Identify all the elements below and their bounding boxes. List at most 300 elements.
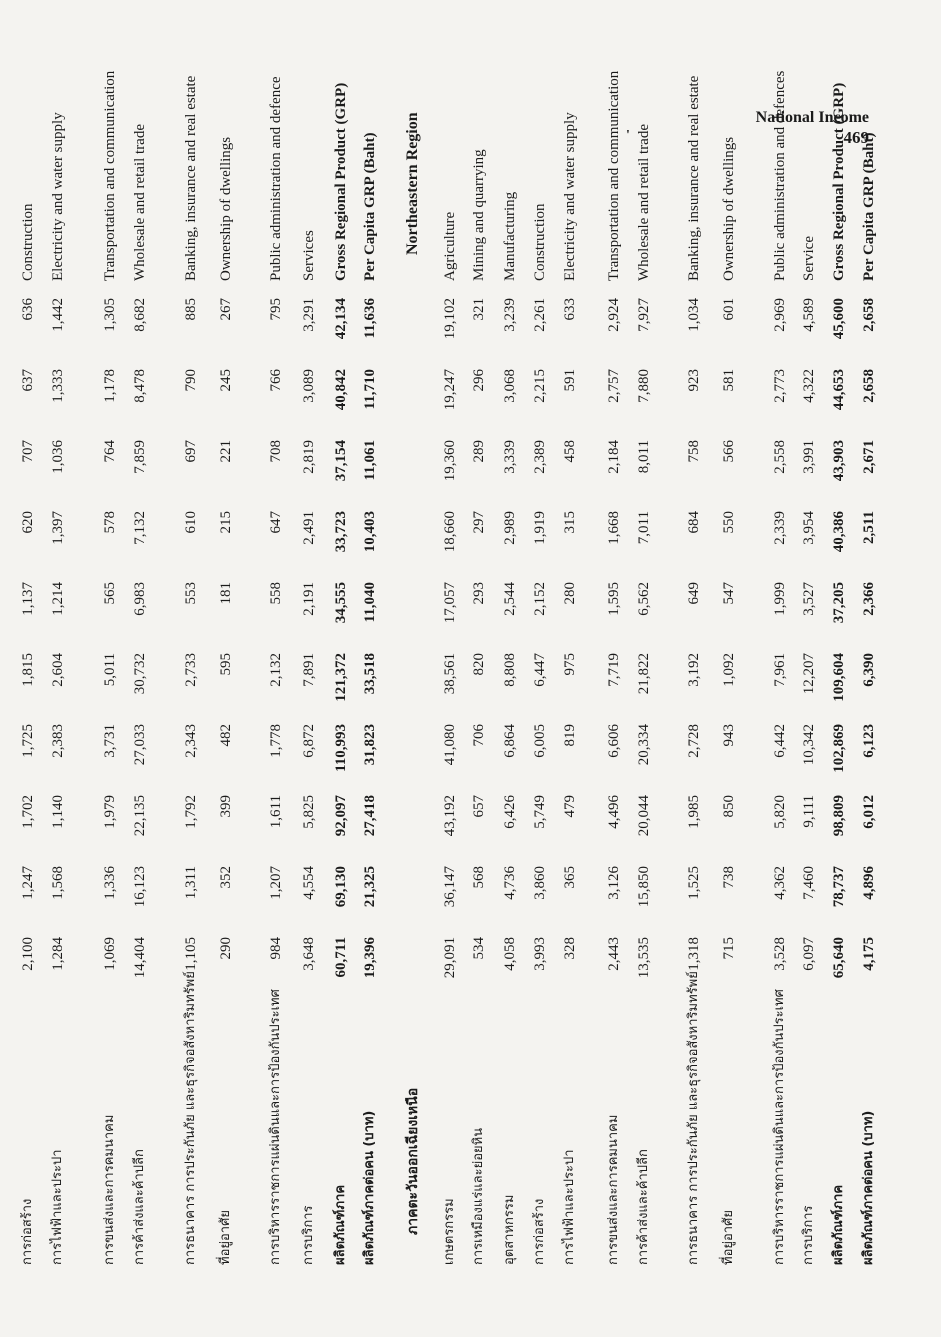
table-cell: 565 [102, 582, 118, 605]
table-cell: 2,184 [606, 440, 622, 474]
row-label-thai: การก่อสร้าง [532, 1198, 547, 1265]
table-cell: 290 [218, 937, 234, 960]
table-cell: 620 [20, 511, 36, 534]
table-row [601, 65, 627, 1265]
table-cell: 3,731 [102, 724, 118, 758]
table-cell: 3,291 [301, 298, 317, 332]
table-cell: 1,207 [268, 866, 284, 900]
table-cell: 41,080 [442, 724, 458, 766]
table-cell: 109,604 [831, 653, 847, 702]
table-row [767, 65, 793, 1265]
table-cell: 37,154 [333, 440, 349, 482]
table-cell: 321 [471, 298, 487, 321]
table-cell: 121,372 [333, 653, 349, 702]
table-cell: 458 [562, 440, 578, 463]
row-label-thai: การไฟฟ้าและประปา [562, 1149, 577, 1265]
row-label-english: Construction [20, 203, 36, 281]
table-cell: 975 [562, 653, 578, 676]
table-cell: 315 [562, 511, 578, 534]
table-cell: 553 [183, 582, 199, 605]
table-cell: 1,305 [102, 298, 118, 332]
row-label-english: Agriculture [442, 211, 458, 281]
table-cell: 1,105 [183, 937, 199, 971]
table-cell: 7,132 [132, 511, 148, 545]
row-label-thai: ผลิตภัณฑ์ภาคต่อคน (บาท) [362, 1110, 377, 1265]
table-row [263, 65, 289, 1265]
table-cell: 2,658 [861, 298, 877, 332]
row-label-thai: ที่อยู่อาศัย [721, 1210, 736, 1265]
table-cell: 550 [721, 511, 737, 534]
table-cell: 8,808 [502, 653, 518, 687]
table-cell: 78,737 [831, 866, 847, 908]
table-cell: 4,322 [801, 369, 817, 403]
row-label-english: Banking, insurance and real estate [686, 75, 702, 281]
table-cell: 1,778 [268, 724, 284, 758]
table-cell: 11,710 [362, 369, 378, 410]
table-cell: 3,068 [502, 369, 518, 403]
table-cell: 15,850 [636, 866, 652, 908]
table-cell: 11,636 [362, 298, 378, 339]
table-row [826, 65, 852, 1265]
table-cell: 1,999 [772, 582, 788, 616]
table-cell: 34,555 [333, 582, 349, 624]
table-cell: 1,725 [20, 724, 36, 758]
table-cell: 2,924 [606, 298, 622, 332]
table-cell: 21,325 [362, 866, 378, 908]
table-cell: 2,215 [532, 369, 548, 403]
table-cell: 3,126 [606, 866, 622, 900]
table-cell: 6,447 [532, 653, 548, 687]
table-cell: 647 [268, 511, 284, 534]
table-cell: 2,339 [772, 511, 788, 545]
row-label-english: Public administration and defence [268, 76, 284, 281]
table-cell: 7,011 [636, 511, 652, 545]
table-cell: 399 [218, 795, 234, 818]
section-heading-english: Northeastern Region [404, 112, 421, 255]
table-row [796, 65, 822, 1265]
table-cell: 1,178 [102, 369, 118, 403]
table-row [15, 65, 41, 1265]
table-cell: 37,205 [831, 582, 847, 624]
table-cell: 4,362 [772, 866, 788, 900]
table-cell: 6,390 [861, 653, 877, 687]
table-cell: 10,403 [362, 511, 378, 553]
table-cell: 715 [721, 937, 737, 960]
table-cell: 1,311 [183, 866, 199, 900]
table-row [296, 65, 322, 1265]
table-cell: 1,442 [50, 298, 66, 332]
table-cell: 30,732 [132, 653, 148, 695]
table-cell: 21,822 [636, 653, 652, 695]
table-cell: 697 [183, 440, 199, 463]
table-cell: 850 [721, 795, 737, 818]
rotated-statistics-table [20, 65, 877, 1265]
table-cell: 102,869 [831, 724, 847, 773]
row-label-thai: การธนาคาร การประกันภัย และธุรกิจอสังหาริมทรัพย์ [686, 971, 701, 1265]
table-cell: 221 [218, 440, 234, 463]
table-cell: 2,132 [268, 653, 284, 687]
table-cell: 633 [562, 298, 578, 321]
table-cell: 8,011 [636, 440, 652, 474]
table-cell: 2,491 [301, 511, 317, 545]
table-cell: 6,442 [772, 724, 788, 758]
row-label-thai: การธนาคาร การประกันภัย และธุรกิจอสังหาริมทรัพย์ [183, 971, 198, 1265]
table-cell: 3,993 [532, 937, 548, 971]
table-row [357, 65, 383, 1265]
table-cell: 8,682 [132, 298, 148, 332]
table-cell: 1,247 [20, 866, 36, 900]
table-cell: 2,261 [532, 298, 548, 332]
table-row [437, 65, 463, 1265]
table-cell: 2,152 [532, 582, 548, 616]
row-label-thai: การก่อสร้าง [20, 1198, 35, 1265]
table-row [466, 65, 492, 1265]
table-cell: 33,723 [333, 511, 349, 553]
table-cell: 2,773 [772, 369, 788, 403]
table-cell: 3,527 [801, 582, 817, 616]
row-label-english: Banking, insurance and real estate [183, 75, 199, 281]
table-cell: 2,558 [772, 440, 788, 474]
table-cell: 11,061 [362, 440, 378, 481]
table-cell: 5,825 [301, 795, 317, 829]
table-cell: 1,137 [20, 582, 36, 616]
running-title: National Income [755, 109, 869, 126]
table-cell: 3,991 [801, 440, 817, 474]
table-cell: 289 [471, 440, 487, 463]
row-label-thai: ผลิตภัณฑ์ภาคต่อคน (บาท) [861, 1110, 876, 1265]
table-cell: 649 [686, 582, 702, 605]
table-cell: 2,383 [50, 724, 66, 758]
table-cell: 706 [471, 724, 487, 747]
table-cell: 3,192 [686, 653, 702, 687]
table-cell: 3,860 [532, 866, 548, 900]
table-cell: 42,134 [333, 298, 349, 340]
table-row [716, 65, 742, 1265]
table-cell: 365 [562, 866, 578, 889]
table-cell: 5,820 [772, 795, 788, 829]
table-cell: 1,397 [50, 511, 66, 545]
table-cell: 16,123 [132, 866, 148, 908]
table-cell: 795 [268, 298, 284, 321]
row-label-thai: การไฟฟ้าและประปา [50, 1149, 65, 1265]
table-cell: 1,595 [606, 582, 622, 616]
table-cell: 44,653 [831, 369, 847, 411]
table-cell: 2,757 [606, 369, 622, 403]
row-label-english: Electricity and water supply [50, 112, 66, 281]
page-number: 469 [843, 128, 869, 147]
table-cell: 293 [471, 582, 487, 605]
table-row [557, 65, 583, 1265]
table-cell: 943 [721, 724, 737, 747]
table-cell: 12,207 [801, 653, 817, 695]
table-cell: 19,247 [442, 369, 458, 411]
section-heading-thai: ภาคตะวันออกเฉียงเหนือ [405, 1087, 421, 1235]
table-cell: 820 [471, 653, 487, 676]
table-cell: 7,891 [301, 653, 317, 687]
table-cell: 6,097 [801, 937, 817, 971]
table-cell: 92,097 [333, 795, 349, 837]
table-cell: 22,135 [132, 795, 148, 837]
row-label-thai: อุตสาหกรรม [502, 1194, 517, 1265]
table-cell: 534 [471, 937, 487, 960]
table-cell: 581 [721, 369, 737, 392]
table-cell: 2,969 [772, 298, 788, 332]
table-cell: 7,927 [636, 298, 652, 332]
table-cell: 11,040 [362, 582, 378, 623]
row-label-english: Gross Regional Product (GRP) [831, 82, 847, 281]
table-cell: 482 [218, 724, 234, 747]
table-cell: 40,386 [831, 511, 847, 553]
table-cell: 610 [183, 511, 199, 534]
row-label-english: Transportation and communication [606, 70, 622, 281]
table-cell: 29,091 [442, 937, 458, 979]
table-row [97, 65, 123, 1265]
row-label-english: Construction [532, 203, 548, 281]
table-cell: 6,426 [502, 795, 518, 829]
row-label-english: Ownership of dwellings [721, 136, 737, 281]
table-cell: 591 [562, 369, 578, 392]
table-cell: 2,989 [502, 511, 518, 545]
row-label-thai: ผลิตภัณฑ์ภาค [333, 1184, 348, 1265]
table-cell: 17,057 [442, 582, 458, 624]
row-label-english: Mining and quarrying [471, 149, 487, 281]
table-cell: 657 [471, 795, 487, 818]
table-cell: 19,396 [362, 937, 378, 979]
table-cell: 4,589 [801, 298, 817, 332]
table-row [328, 65, 354, 1265]
row-label-english: Wholesale and retail trade [636, 123, 652, 281]
row-label-english: Gross Regional Product (GRP) [333, 82, 349, 281]
table-cell: 790 [183, 369, 199, 392]
table-cell: 245 [218, 369, 234, 392]
table-cell: 280 [562, 582, 578, 605]
table-cell: 20,044 [636, 795, 652, 837]
table-cell: 43,903 [831, 440, 847, 482]
table-cell: 6,562 [636, 582, 652, 616]
table-cell: 2,191 [301, 582, 317, 616]
table-cell: 2,604 [50, 653, 66, 687]
table-cell: 69,130 [333, 866, 349, 908]
table-cell: 352 [218, 866, 234, 889]
table-cell: 1,979 [102, 795, 118, 829]
row-label-thai: การบริหารราชการแผ่นดินและการป้องกันประเทศ [268, 989, 283, 1265]
row-label-thai: การขนส่งและการคมนาคม [606, 1114, 621, 1265]
table-cell: 1,611 [268, 795, 284, 829]
table-cell: 7,460 [801, 866, 817, 900]
row-label-english: Service [801, 236, 817, 281]
table-cell: 5,749 [532, 795, 548, 829]
table-cell: 595 [218, 653, 234, 676]
table-row [497, 65, 523, 1265]
row-label-thai: การบริการ [801, 1205, 816, 1265]
table-cell: 8,478 [132, 369, 148, 403]
table-cell: 2,511 [861, 511, 877, 544]
row-label-english: Per Capita GRP (Baht) [861, 132, 877, 281]
table-row [213, 65, 239, 1265]
table-cell: 296 [471, 369, 487, 392]
table-cell: 1,034 [686, 298, 702, 332]
table-cell: 1,318 [686, 937, 702, 971]
table-cell: 885 [183, 298, 199, 321]
row-label-english: Electricity and water supply [562, 112, 578, 281]
table-cell: 60,711 [333, 937, 349, 978]
table-cell: 3,239 [502, 298, 518, 332]
table-cell: 2,733 [183, 653, 199, 687]
table-cell: 1,985 [686, 795, 702, 829]
table-cell: 9,111 [801, 795, 817, 828]
table-cell: 2,443 [606, 937, 622, 971]
table-cell: 684 [686, 511, 702, 534]
table-cell: 297 [471, 511, 487, 534]
table-cell: 637 [20, 369, 36, 392]
table-cell: 2,658 [861, 369, 877, 403]
table-cell: 3,954 [801, 511, 817, 545]
table-cell: 1,036 [50, 440, 66, 474]
table-cell: 215 [218, 511, 234, 534]
table-cell: 1,140 [50, 795, 66, 829]
table-cell: 19,360 [442, 440, 458, 482]
table-row [178, 65, 204, 1265]
table-cell: 479 [562, 795, 578, 818]
table-cell: 18,660 [442, 511, 458, 553]
table-cell: 33,518 [362, 653, 378, 695]
table-cell: 1,919 [532, 511, 548, 545]
table-cell: 1,525 [686, 866, 702, 900]
table-cell: 1,792 [183, 795, 199, 829]
table-cell: 38,561 [442, 653, 458, 695]
table-cell: 1,333 [50, 369, 66, 403]
table-cell: 7,859 [132, 440, 148, 474]
table-cell: 1,702 [20, 795, 36, 829]
table-cell: 2,100 [20, 937, 36, 971]
table-cell: 36,147 [442, 866, 458, 908]
row-label-thai: การบริหารราชการแผ่นดินและการป้องกันประเทศ [772, 989, 787, 1265]
row-label-thai: การค้าส่งและค้าปลีก [636, 1149, 651, 1265]
table-cell: 2,343 [183, 724, 199, 758]
table-cell: 2,366 [861, 582, 877, 616]
table-cell: 3,648 [301, 937, 317, 971]
table-cell: 267 [218, 298, 234, 321]
table-cell: 6,983 [132, 582, 148, 616]
stray-mark: ' [626, 128, 630, 143]
row-label-english: Public administration and defences [772, 70, 788, 281]
table-cell: 758 [686, 440, 702, 463]
table-cell: 764 [102, 440, 118, 463]
row-label-english: Services [301, 230, 317, 281]
table-cell: 1,668 [606, 511, 622, 545]
table-cell: 27,418 [362, 795, 378, 837]
table-row [45, 65, 71, 1265]
table-cell: 2,389 [532, 440, 548, 474]
table-cell: 31,823 [362, 724, 378, 766]
table-cell: 4,496 [606, 795, 622, 829]
table-cell: 984 [268, 937, 284, 960]
table-cell: 4,058 [502, 937, 518, 971]
table-cell: 181 [218, 582, 234, 605]
table-cell: 98,809 [831, 795, 847, 837]
table-cell: 6,005 [532, 724, 548, 758]
table-cell: 3,089 [301, 369, 317, 403]
table-cell: 547 [721, 582, 737, 605]
row-label-english: Per Capita GRP (Baht) [362, 132, 378, 281]
table-cell: 2,671 [861, 440, 877, 474]
row-label-english: Ownership of dwellings [218, 136, 234, 281]
table-cell: 110,993 [333, 724, 349, 772]
table-cell: 601 [721, 298, 737, 321]
table-cell: 1,815 [20, 653, 36, 687]
row-label-thai: เกษตรกรรม [442, 1198, 457, 1265]
table-cell: 708 [268, 440, 284, 463]
table-cell: 566 [721, 440, 737, 463]
table-cell: 7,880 [636, 369, 652, 403]
row-label-thai: การขนส่งและการคมนาคม [102, 1114, 117, 1265]
table-cell: 2,544 [502, 582, 518, 616]
table-cell: 65,640 [831, 937, 847, 979]
table-cell: 7,961 [772, 653, 788, 687]
table-cell: 4,896 [861, 866, 877, 900]
table-cell: 636 [20, 298, 36, 321]
row-label-thai: การค้าส่งและค้าปลีก [132, 1149, 147, 1265]
table-cell: 20,334 [636, 724, 652, 766]
row-label-english: Transportation and communication [102, 70, 118, 281]
table-cell: 3,528 [772, 937, 788, 971]
table-row [127, 65, 153, 1265]
table-cell: 45,600 [831, 298, 847, 340]
table-cell: 10,342 [801, 724, 817, 766]
table-cell: 819 [562, 724, 578, 747]
table-cell: 738 [721, 866, 737, 889]
table-row [631, 65, 657, 1265]
table-row [681, 65, 707, 1265]
table-cell: 4,736 [502, 866, 518, 900]
table-row [527, 65, 553, 1265]
table-cell: 1,069 [102, 937, 118, 971]
table-cell: 1,568 [50, 866, 66, 900]
table-cell: 1,214 [50, 582, 66, 616]
row-label-english: Wholesale and retail trade [132, 123, 148, 281]
table-cell: 6,123 [861, 724, 877, 758]
row-label-thai: การบริการ [301, 1205, 316, 1265]
table-cell: 6,864 [502, 724, 518, 758]
row-label-thai: ผลิตภัณฑ์ภาค [831, 1184, 846, 1265]
table-cell: 19,102 [442, 298, 458, 340]
row-label-thai: การเหมืองแร่และย่อยหิน [471, 1127, 486, 1265]
table-cell: 40,842 [333, 369, 349, 411]
table-cell: 6,012 [861, 795, 877, 829]
table-cell: 13,535 [636, 937, 652, 979]
row-label-english: Manufacturing [502, 191, 518, 281]
table-cell: 6,606 [606, 724, 622, 758]
table-cell: 558 [268, 582, 284, 605]
table-cell: 7,719 [606, 653, 622, 687]
table-cell: 1,092 [721, 653, 737, 687]
table-cell: 923 [686, 369, 702, 392]
row-label-thai: ที่อยู่อาศัย [218, 1210, 233, 1265]
table-cell: 4,554 [301, 866, 317, 900]
table-row [856, 65, 882, 1265]
table-cell: 43,192 [442, 795, 458, 837]
table-cell: 578 [102, 511, 118, 534]
table-cell: 6,872 [301, 724, 317, 758]
table-cell: 328 [562, 937, 578, 960]
table-cell: 766 [268, 369, 284, 392]
table-cell: 14,404 [132, 937, 148, 979]
table-cell: 1,336 [102, 866, 118, 900]
table-cell: 2,728 [686, 724, 702, 758]
table-cell: 27,033 [132, 724, 148, 766]
table-cell: 4,175 [861, 937, 877, 971]
table-cell: 5,011 [102, 653, 118, 687]
